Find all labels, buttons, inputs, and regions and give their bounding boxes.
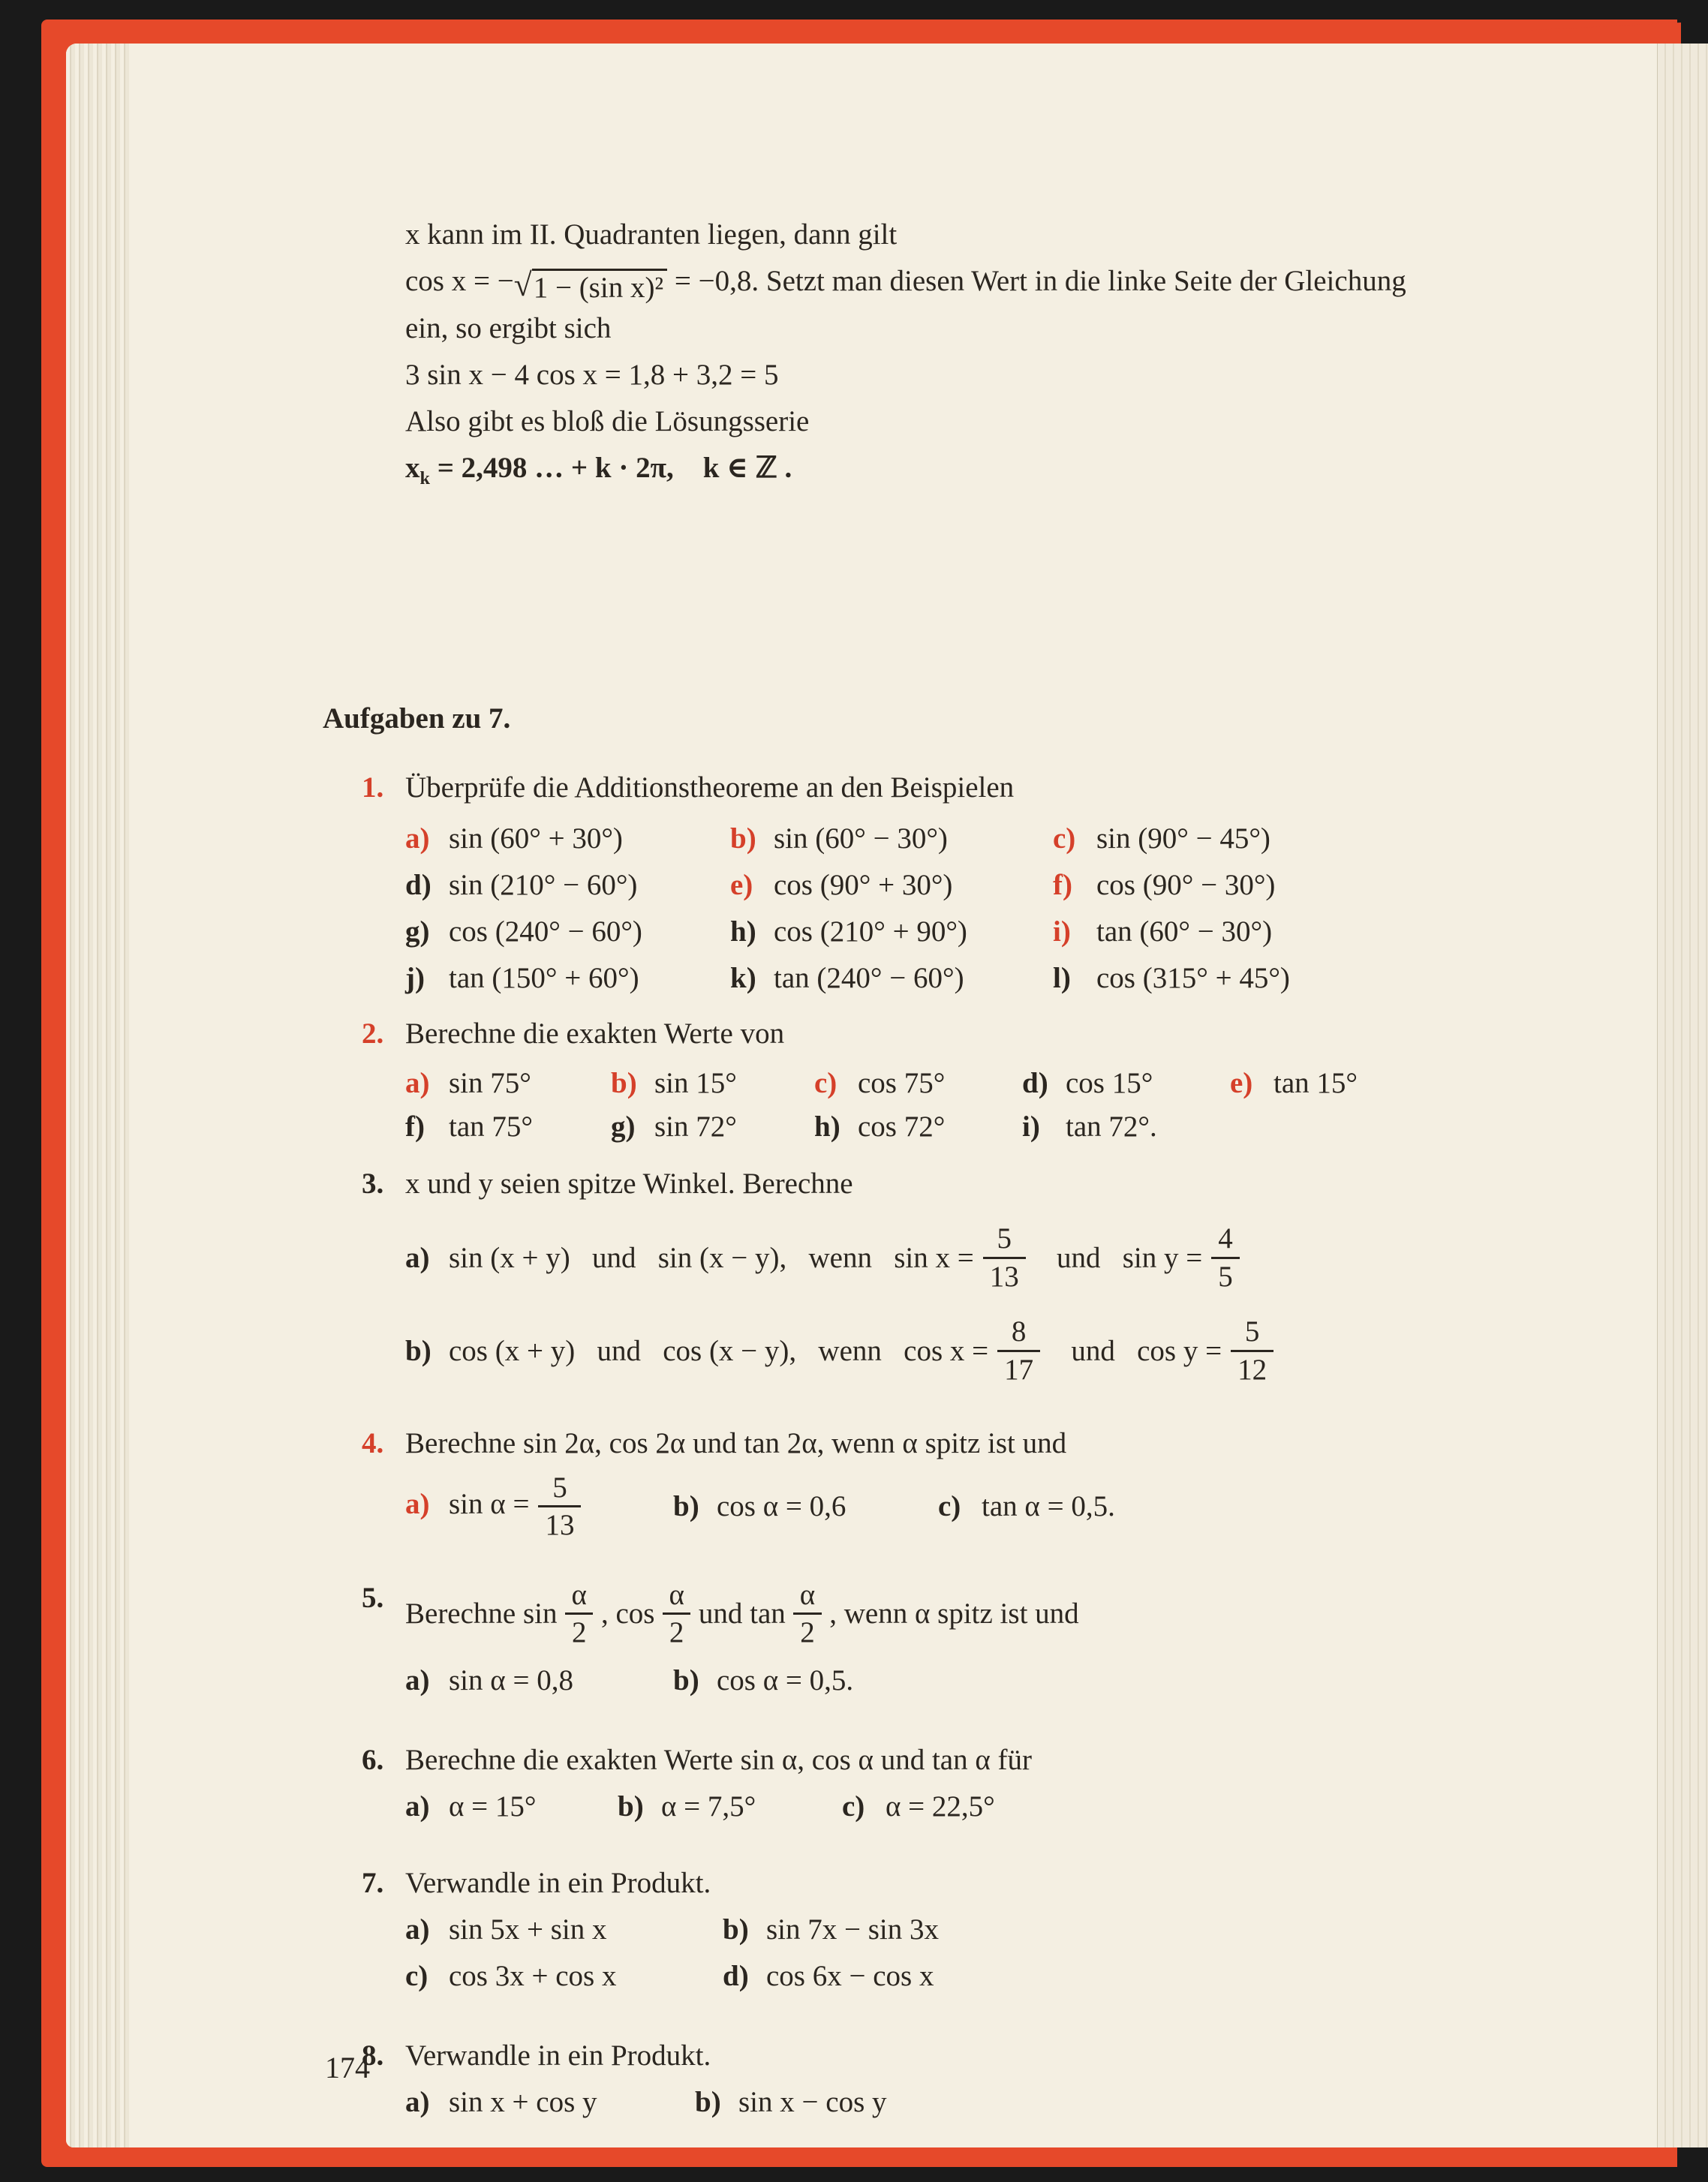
item-text: sin α = 0,8: [449, 1664, 573, 1697]
fore-edge-pages: [1657, 44, 1708, 2147]
item: [405, 1471, 673, 1542]
exercise-number: 8.: [362, 2039, 384, 2072]
item-text: cos (240° − 60°): [449, 915, 642, 948]
item: [723, 1907, 1628, 1953]
exercise-title: [405, 1575, 1628, 1653]
item-label: c): [842, 1790, 865, 1823]
solution-text-block: [405, 212, 1628, 502]
item-text: α = 7,5°: [661, 1790, 756, 1823]
item: [730, 816, 1053, 862]
item-label: a): [405, 2085, 430, 2118]
item-label: a): [405, 1487, 430, 1520]
item: [405, 1658, 673, 1704]
item-label: b): [730, 822, 756, 855]
item-text: sin (60° + 30°): [449, 822, 623, 855]
fraction-denominator: 13: [983, 1257, 1026, 1294]
item-label: b): [618, 1790, 644, 1823]
item-label: a): [405, 1242, 430, 1275]
exercise-number: 5.: [362, 1581, 384, 1614]
page-content: [323, 212, 1628, 2126]
exercise-number: 3.: [362, 1167, 384, 1200]
page-number: 174: [325, 2051, 370, 2084]
exercise-items: [405, 1658, 1628, 1704]
item-label: h): [814, 1110, 840, 1143]
fraction-denominator: 2: [793, 1612, 822, 1649]
item-text: tan 75°: [449, 1110, 533, 1143]
fraction-denominator: 17: [997, 1350, 1040, 1387]
item-text: tan α = 0,5.: [982, 1489, 1115, 1522]
item-label: a): [405, 1066, 430, 1099]
subscript-k: k: [419, 467, 430, 488]
solution-series-formula: [405, 445, 1628, 502]
exercise-title: Verwandle in ein Produkt.: [405, 1866, 711, 1899]
item-label: a): [405, 1664, 430, 1697]
item-text: sin 75°: [449, 1066, 531, 1099]
section-title: Aufgaben zu 7.: [323, 702, 511, 735]
exercise-number: 4.: [362, 1426, 384, 1459]
item-text: cos 15°: [1066, 1066, 1153, 1099]
exercise-title: Berechne die exakten Werte sin α, cos α und tan α für: [405, 1743, 1032, 1776]
item: [814, 1105, 1022, 1149]
item-label: a): [405, 1790, 430, 1823]
exercise-items: [405, 816, 1628, 1002]
radicand: 1 − (sin x)²: [532, 269, 667, 305]
item: [730, 909, 1053, 955]
exercise-2: [323, 1011, 1628, 1149]
intro-line-2: [405, 258, 1628, 305]
item-label: h): [730, 915, 756, 948]
item-text: α = 15°: [449, 1790, 537, 1823]
item: [405, 862, 730, 909]
item-text: sin (x + y) und sin (x − y), wenn sin x =: [449, 1242, 974, 1275]
fraction-numerator: 5: [1244, 1315, 1260, 1348]
item-label: i): [1022, 1110, 1040, 1143]
item: [405, 2079, 695, 2126]
item: [1053, 909, 1628, 955]
exercise-6: [323, 1737, 1628, 1830]
intro-line-1: x kann im II. Quadranten liegen, dann gilt: [405, 218, 898, 251]
exercise-5: [323, 1575, 1628, 1704]
item-label: d): [1022, 1066, 1048, 1099]
item-label: b): [673, 1664, 699, 1697]
exercise-title: Berechne die exakten Werte von: [405, 1017, 785, 1050]
page-stack-edges: [66, 44, 129, 2147]
exercise-1: [323, 765, 1628, 1002]
item-text: sin (90° − 45°): [1096, 822, 1270, 855]
exercise-title: Berechne sin 2α, cos 2α und tan 2α, wenn α spitz ist und: [405, 1426, 1067, 1459]
item: [814, 1062, 1022, 1105]
item-label: c): [938, 1489, 961, 1522]
fraction-denominator: 13: [538, 1505, 581, 1542]
item-label: d): [405, 868, 432, 901]
item-label: f): [405, 1110, 425, 1143]
item-text: cos (210° + 90°): [774, 915, 967, 948]
item: [405, 909, 730, 955]
item: [405, 1907, 723, 1953]
intro-line-4: 3 sin x − 4 cos x = 1,8 + 3,2 = 5: [405, 358, 779, 391]
exercise-title: Überprüfe die Additionstheoreme an den Beispielen: [405, 771, 1015, 804]
item-label: b): [723, 1913, 749, 1946]
item-text: tan (60° − 30°): [1096, 915, 1273, 948]
exercise-items: [405, 1471, 1628, 1542]
fraction-denominator: 12: [1231, 1350, 1273, 1387]
item-label: a): [405, 1913, 430, 1946]
fraction-numerator: α: [669, 1578, 684, 1611]
item: [695, 2079, 1628, 2126]
item-text: α = 22,5°: [886, 1790, 995, 1823]
formula-suffix: = −0,8. Setzt man diesen Wert in die linke Seite der Gleichung: [667, 265, 1406, 297]
item-label: j): [405, 961, 425, 994]
fraction: [662, 1579, 690, 1649]
item-label: e): [1230, 1066, 1253, 1099]
fraction: [793, 1579, 822, 1649]
fraction-numerator: 5: [997, 1222, 1012, 1255]
item: [618, 1784, 842, 1830]
exercise-number: 2.: [362, 1017, 384, 1050]
item-text: cos (x + y) und cos (x − y), wenn cos x =: [449, 1335, 989, 1368]
item: [405, 1953, 723, 2000]
item: [842, 1784, 1628, 1830]
exercise-title: x und y seien spitze Winkel. Berechne: [405, 1167, 853, 1200]
exercise-items: [405, 1784, 1628, 1830]
title-text: , cos: [600, 1597, 655, 1630]
exercise-7: [323, 1860, 1628, 2000]
item: [405, 816, 730, 862]
series-expression: = 2,498 … + k · 2π, k ∈ ℤ .: [429, 451, 792, 484]
item-text: und sin y =: [1034, 1242, 1203, 1275]
item-text: sin (210° − 60°): [449, 868, 638, 901]
item: [405, 1105, 611, 1149]
item-label: c): [814, 1066, 837, 1099]
item: [405, 1062, 611, 1105]
item-text: sin 5x + sin x: [449, 1913, 607, 1946]
item-text: cos α = 0,5.: [717, 1664, 854, 1697]
exercise-number: 1.: [362, 771, 384, 804]
title-text: Berechne sin: [405, 1597, 558, 1630]
item-text: sin 72°: [654, 1110, 737, 1143]
item-label: a): [405, 822, 430, 855]
intro-line-3: ein, so ergibt sich: [405, 311, 612, 344]
formula-prefix: cos x = −: [405, 265, 514, 297]
item-label: k): [730, 961, 756, 994]
fraction: [538, 1471, 581, 1542]
item-text: tan (150° + 60°): [449, 961, 639, 994]
fraction-denominator: 5: [1211, 1257, 1240, 1294]
intro-line-5: Also gibt es bloß die Lösungsserie: [405, 404, 810, 437]
item: [611, 1062, 814, 1105]
item-label: c): [405, 1959, 429, 1992]
exercise-8: [323, 2033, 1628, 2126]
item-text: cos (90° − 30°): [1096, 868, 1276, 901]
radical-sign: √: [513, 267, 532, 303]
item-text: cos (315° + 45°): [1096, 961, 1290, 994]
item-text: sin x + cos y: [449, 2085, 597, 2118]
fraction-numerator: α: [571, 1578, 587, 1611]
item: [405, 1216, 1628, 1300]
item-text: tan 15°: [1273, 1066, 1358, 1099]
fraction-numerator: α: [799, 1578, 816, 1611]
item-text: tan (240° − 60°): [774, 961, 964, 994]
item-label: g): [405, 915, 430, 948]
exercise-3: [323, 1161, 1628, 1393]
item-text: sin (60° − 30°): [774, 822, 948, 855]
item: [1230, 1062, 1628, 1105]
item-label: f): [1053, 868, 1072, 901]
exercise-items: [405, 2079, 1628, 2126]
title-text: , wenn α spitz ist und: [829, 1597, 1079, 1630]
exercise-items: [405, 1062, 1628, 1149]
item-label: e): [730, 868, 753, 901]
fraction-numerator: 5: [552, 1471, 567, 1504]
item-text: sin 15°: [654, 1066, 737, 1099]
item-text: cos (90° + 30°): [774, 868, 953, 901]
title-text: und tan: [698, 1597, 786, 1630]
fraction-denominator: 2: [663, 1612, 691, 1649]
fraction: [983, 1222, 1026, 1293]
variable-x: x: [405, 451, 420, 484]
fraction: [565, 1579, 594, 1649]
item: [730, 862, 1053, 909]
item-text: sin x − cos y: [738, 2085, 887, 2118]
item: [611, 1105, 814, 1149]
item-text: cos 72°: [858, 1110, 946, 1143]
item: [1022, 1062, 1230, 1105]
item: [730, 955, 1053, 1002]
item-text: tan 72°.: [1066, 1110, 1157, 1143]
item-text: und cos y =: [1049, 1335, 1222, 1368]
item: [1053, 955, 1628, 1002]
item: [1022, 1105, 1230, 1149]
item-text: sin 7x − sin 3x: [766, 1913, 940, 1946]
item: [405, 1784, 618, 1830]
exercise-title: Verwandle in ein Produkt.: [405, 2039, 711, 2072]
item-label: c): [1053, 822, 1076, 855]
item: [673, 1658, 938, 1704]
fraction-numerator: 8: [1011, 1315, 1027, 1348]
item: [405, 1309, 1628, 1393]
item-text: sin α =: [449, 1487, 530, 1520]
item: [723, 1953, 1628, 2000]
item-label: g): [611, 1110, 636, 1143]
item: [938, 1483, 1628, 1530]
item-text: cos 6x − cos x: [766, 1959, 934, 1992]
fraction-denominator: 2: [565, 1612, 594, 1649]
item-text: cos α = 0,6: [717, 1489, 846, 1522]
square-root: [514, 269, 667, 305]
exercise-number: 7.: [362, 1866, 384, 1899]
item-label: b): [673, 1489, 699, 1522]
item: [1053, 816, 1628, 862]
item: [405, 955, 730, 1002]
fraction-numerator: 4: [1218, 1222, 1233, 1255]
item-label: i): [1053, 915, 1071, 948]
item-label: b): [695, 2085, 721, 2118]
item-label: b): [611, 1066, 637, 1099]
item-text: cos 3x + cos x: [449, 1959, 617, 1992]
item-text: cos 75°: [858, 1066, 946, 1099]
item: [673, 1483, 938, 1530]
fraction: [1231, 1315, 1273, 1386]
item-label: b): [405, 1335, 432, 1368]
item-label: d): [723, 1959, 749, 1992]
fraction: [1211, 1222, 1240, 1293]
exercise-items: [405, 1907, 1628, 2000]
exercise-4: [323, 1420, 1628, 1542]
fraction: [997, 1315, 1040, 1386]
item-label: l): [1053, 961, 1071, 994]
item: [1053, 862, 1628, 909]
exercise-number: 6.: [362, 1743, 384, 1776]
